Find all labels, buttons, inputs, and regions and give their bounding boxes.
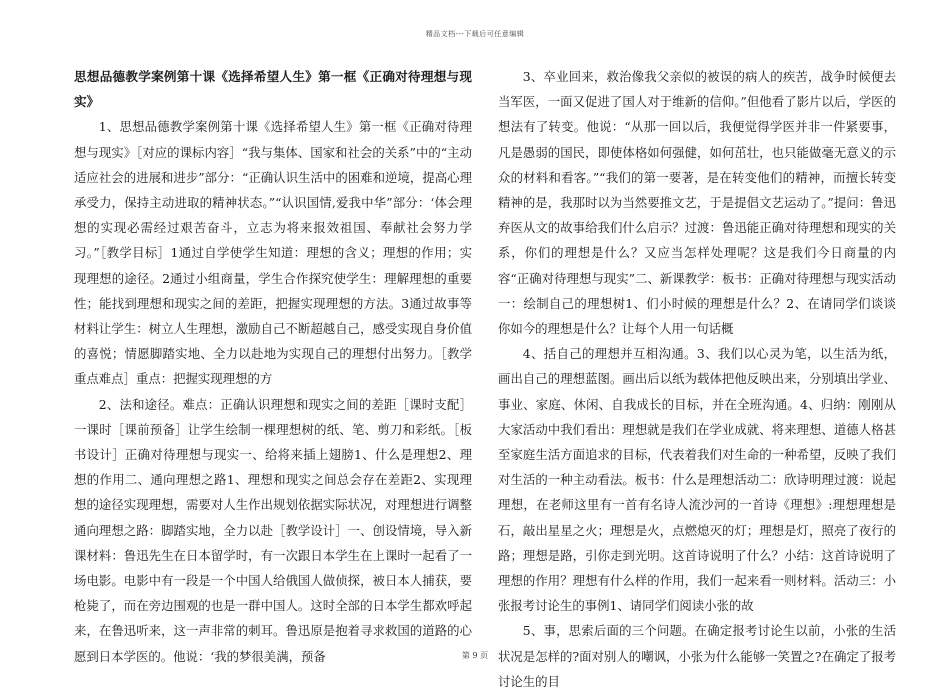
left-column: [74, 64, 472, 669]
page-number: 第 9 页: [461, 651, 489, 660]
paragraph-5: 5、事，思索后面的三个问题。在确定报考讨论生以前，小张的生活状况是怎样的?面对别人的嘲讽，小张为什么能够一笑置之?在确定了报考讨论生的目: [498, 623, 896, 689]
paragraph-3: 3、卒业回来，救治像我父亲似的被误的病人的疾苦，战争时候便去当军医，一面又促进了国人对于维新的信仰。”但他看了影片以后，学医的想法有了转变。他说：“从那一回以后，我便觉得学医并非一件紧要事，凡是愚弱的国民，即使体格如何强健，如何茁壮，也只能做毫无意义的示众的材料和看客。”“我们的第一要著，是在转变他们的精神，而擅长转变精神的是，我那时以为当然要推文艺，于是提倡文艺运动了。”提问：鲁迅弃医从文的故事给我们什么启示？过渡：鲁迅能正确对待理想和现实的关系，你们的理想是什么？又应当怎样处理呢？这是我们今日商量的内容“正确对待理想与现实”二、新课教学：板书：正确对待理想与现实活动一：绘制自己的理想树1、们小时候的理想是什么？2、在请同学们谈谈你如今的理想是什么？让每个人用一句话概: [498, 69, 896, 337]
document-title: 思想品德教学案例第十课《选择希望人生》第一框《正确对待理想与现实》: [74, 69, 472, 110]
page-header-note: 精品文档---下载后可任意编辑: [425, 30, 525, 38]
paragraph-1: 1、思想品德教学案例第十课《选择希望人生》第一框《正确对待理想与现实》［对应的课标内容］“我与集体、国家和社会的关系”中的“主动适应社会的进展和进步”部分：“正确认识生活中的困难和逆境，提高心理承受力，保持主动进取的精神状态。”“认识国情,爱我中华”部分：‘体会理想的实现必需经过艰苦奋斗，立志为将来报效祖国、奉献社会努力学习。”［教学目标］1通过自学使学生知道：理想的含义；理想的作用；实现理想的途径。2通过小组商量，学生合作探究使学生：理解理想的重要性；能找到理想和现实之间的差距，把握实现理想的方法。3通过故事等材料让学生：树立人生理想，激励自己不断超越自己，感受实现自身价值的喜悦；情愿脚踏实地、全力以赴地为实现自己的理想付出努力。［教学重点难点］重点：把握实现理想的方: [74, 119, 472, 387]
right-column: [498, 64, 896, 694]
paragraph-2: 2、法和途径。难点：正确认识理想和现实之间的差距［课时支配］一课时［课前预备］让学生绘制一棵理想树的纸、笔、剪刀和彩纸。［板书设计］正确对待理想与现实一、给将来插上翅膀1、什么是理想2、理想的作用二、通向理想之路1、理想和现实之间总会存在差距2、实现理想的途径实现理想，需要对人生作出规划依据实际状况，对理想进行调整通向理想之路：脚踏实地，全力以赴［教学设计］一、创设情境，导入新课材料：鲁迅先生在日本留学时，有一次跟日本学生在上课时一起看了一场电影。电影中有一段是一个中国人给俄国人做侦探，被日本人捕获，要枪毙了，而在旁边围观的也是一群中国人。这时全部的日本学生都欢呼起来，在鲁迅听来，这一声非常的刺耳。鲁迅原是抱着寻求救国的道路的心愿到日本学医的。他说：‘我的梦很美满，预备: [74, 396, 472, 664]
paragraph-4: 4、括自己的理想并互相沟通。3、我们以心灵为笔，以生活为纸，画出自己的理想蓝图。画出后以纸为载体把他反映出来，分别填出学业、事业、家庭、休闲、自我成长的目标，并在全班沟通。4、归纳：刚刚从大家活动中我们看出：理想就是我们在学业成就、将来理想、道德人格甚至家庭生活方面追求的目标，代表着我们对生命的一种希望，反映了我们对生活的一种主动看法。板书：什么是理想活动二：欣诗明理过渡：说起理想，在老师这里有一首有名诗人流沙河的一首诗《理想》:理想理想是石，敲出星星之火；理想是火，点燃熄灭的灯；理想是灯，照亮了夜行的路；理想是路，引你走到光明。这首诗说明了什么？小结：这首诗说明了理想的作用？理想有什么样的作用，我们一起来看一则材料。活动三：小张报考讨论生的事例1、请同学们阅读小张的故: [498, 346, 896, 614]
